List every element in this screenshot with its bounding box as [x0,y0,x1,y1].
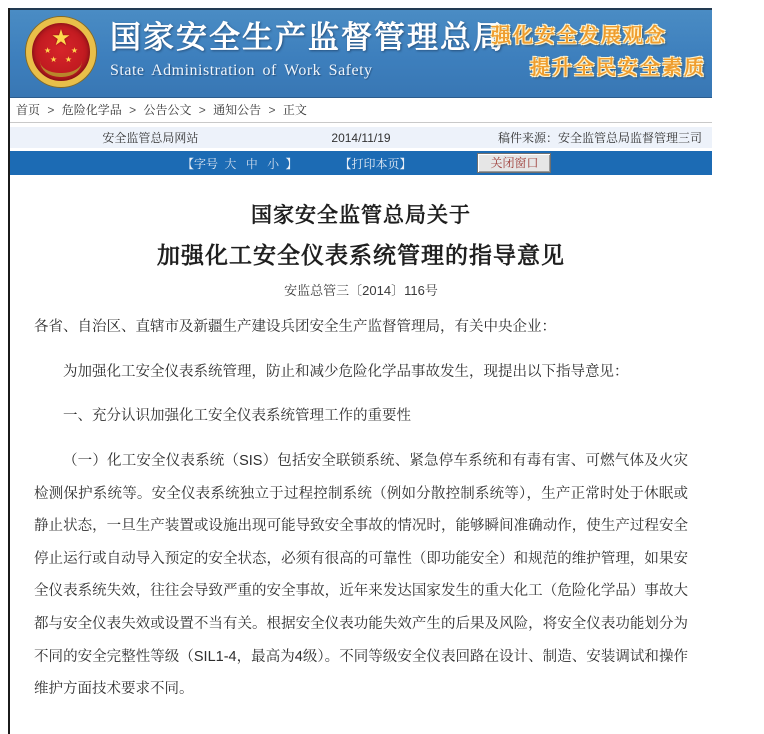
font-size-medium-button[interactable]: 中 [245,156,258,171]
font-size-small-button[interactable]: 小 [267,156,280,171]
emblem-star-icon: ★ [64,55,72,64]
meta-bar [10,127,712,148]
banner-slogans [491,20,706,84]
emblem-star-icon: ★ [70,46,78,55]
breadcrumb-item-home[interactable]: 首页 [16,103,41,117]
breadcrumb-separator: > [47,103,55,117]
breadcrumb [10,98,712,123]
breadcrumb-separator: > [129,103,137,117]
font-size-label: 【字号 [182,156,219,171]
font-size-label-close: 】 [285,156,298,171]
org-title-cn: 国家安全生产监督管理总局 [110,20,506,55]
breadcrumb-item-announcements[interactable]: 通知公告 [213,103,262,117]
emblem-star-icon: ★ [44,46,52,55]
emblem-star-icon: ★ [51,25,71,50]
font-size-control [182,155,297,172]
paragraph-intro: 为加强化工安全仪表系统管理，防止和减少危险化学品事故发生，现提出以下指导意见： [63,363,629,380]
national-emblem-icon [26,17,96,87]
paragraph-section-heading: 一、充分认识加强化工安全仪表系统管理工作的重要性 [63,408,411,425]
article-title-line-1: 国家安全监管总局关于 [251,204,471,227]
emblem-star-icon: ★ [50,55,58,64]
article-body [10,175,712,734]
paragraph-salutation: 各省、自治区、直辖市及新疆生产建设兵团安全生产监督管理局，有关中央企业： [34,319,556,335]
font-size-large-button[interactable]: 大 [224,156,237,171]
breadcrumb-separator: > [198,103,206,117]
paragraph-body: （一）化工安全仪表系统（SIS）包括安全联锁系统、紧急停车系统和有毒有害、可燃气体及火灾检测保护系统等。安全仪表系统独立于过程控制系统（例如分散控制系统等），生产正常时处于休眠或静止状态，一旦生产装置或设施出现可能导致安全事故的情况时，能够瞬间准确动作，使生产过程安全停止运行或自动导入预定的安全状态，必须有很高的可靠性（即功能安全）和规范的维护管理，如果安全仪表系统失效，往往会导致严重的安全事故，近年来发达国家发生的重大化工（危险化学品）事故大都与安全仪表失效或设置不当有关。根据安全仪表功能失效产生的后果及风险，将安全仪表功能划分为不同的安全完整性等级（SIL1-4，最高为4级）。不同等级安全仪表回路在设计、制造、安装调试和操作维护方面技术要求不同。 [34,452,688,698]
meta-site-name: 安全监管总局网站 [102,131,199,145]
breadcrumb-item-current: 正文 [282,103,307,117]
document-page [8,8,712,734]
slogan-line-1: 强化安全发展观念 [491,25,667,47]
breadcrumb-item-notices[interactable]: 公告公文 [143,103,192,117]
print-page-button[interactable]: 【打印本页】 [339,156,412,171]
org-title-en: State Administration of Work Safety [110,62,373,79]
meta-source: 稿件来源：安全监管总局监督管理三司 [497,131,702,145]
document-number: 安监总管三〔2014〕116号 [284,283,438,298]
meta-publish-date: 2014/11/19 [331,130,391,145]
emblem-wreath [40,55,82,77]
banner-titles [110,18,506,84]
close-window-button[interactable]: 关闭窗口 [477,153,551,173]
slogan-line-2: 提升全民安全素质 [530,57,706,79]
site-banner [10,8,712,98]
article-toolbar [10,151,712,175]
breadcrumb-separator: > [268,103,276,117]
breadcrumb-item-hazchem[interactable]: 危险化学品 [61,103,122,117]
article-title-line-2: 加强化工安全仪表系统管理的指导意见 [157,242,565,268]
